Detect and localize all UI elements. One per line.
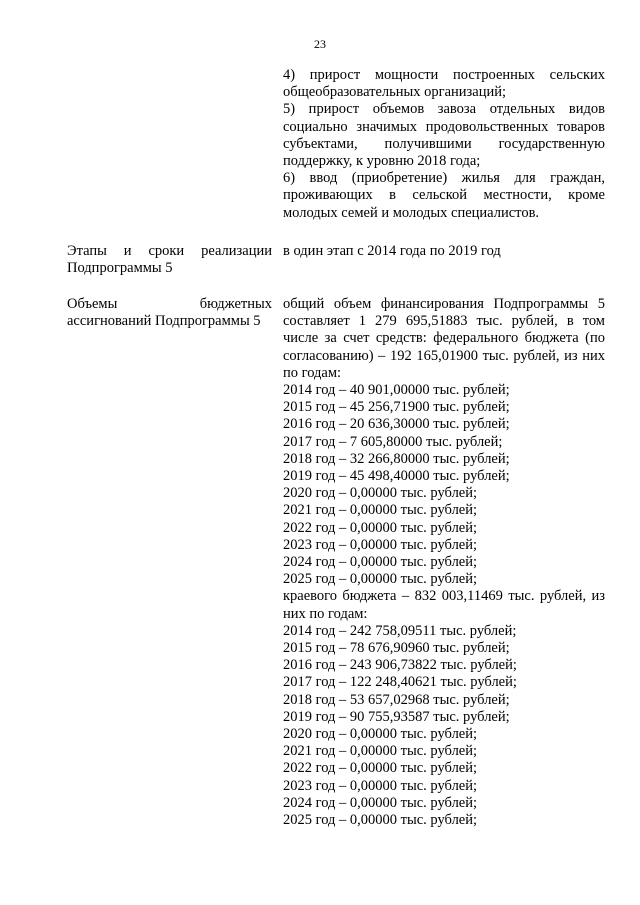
federal-year-2023: 2023 год – 0,00000 тыс. рублей; bbox=[283, 536, 478, 553]
page-number: 23 bbox=[314, 37, 326, 51]
goal-item-4: 4) прирост мощности построенных сельских общеобразовательных организаций; bbox=[283, 67, 605, 101]
federal-year-2021: 2021 год – 0,00000 тыс. рублей; bbox=[283, 502, 478, 519]
volumes-label: Объемы бюджетных ассигнований Подпрограммы 5 bbox=[67, 296, 272, 330]
volumes-intro: общий объем финансирования Подпрограммы 5 составляет 1 279 695,51883 тыс. рублей, в том числе за счет средств: федерального бюджета (по согласованию) – 192 165,01900 тыс. рублей, из них по годам: bbox=[283, 296, 605, 381]
goal-item-5: 5) прирост объемов завоза отдельных видов социально значимых продовольственных товаров субъектами, получившими государственную поддержку, к уровню 2018 года; bbox=[283, 101, 605, 170]
federal-year-2024: 2024 год – 0,00000 тыс. рублей; bbox=[283, 554, 478, 571]
regional-year-2024: 2024 год – 0,00000 тыс. рублей; bbox=[283, 794, 478, 811]
regional-year-2023: 2023 год – 0,00000 тыс. рублей; bbox=[283, 777, 478, 794]
regional-year-2022: 2022 год – 0,00000 тыс. рублей; bbox=[283, 760, 478, 777]
regional-year-2021: 2021 год – 0,00000 тыс. рублей; bbox=[283, 743, 478, 760]
federal-year-2018: 2018 год – 32 266,80000 тыс. рублей; bbox=[283, 450, 510, 467]
federal-year-2020: 2020 год – 0,00000 тыс. рублей; bbox=[283, 485, 478, 502]
regional-year-2020: 2020 год – 0,00000 тыс. рублей; bbox=[283, 726, 478, 743]
federal-year-2015: 2015 год – 45 256,71900 тыс. рублей; bbox=[283, 399, 510, 416]
volumes-block bbox=[283, 296, 605, 829]
stages-value: в один этап с 2014 года по 2019 год bbox=[283, 243, 501, 259]
regional-year-2018: 2018 год – 53 657,02968 тыс. рублей; bbox=[283, 691, 510, 708]
federal-year-2019: 2019 год – 45 498,40000 тыс. рублей; bbox=[283, 468, 510, 485]
federal-years-list bbox=[283, 382, 605, 588]
regional-year-2016: 2016 год – 243 906,73822 тыс. рублей; bbox=[283, 657, 517, 674]
goals-list bbox=[283, 67, 605, 222]
federal-year-2022: 2022 год – 0,00000 тыс. рублей; bbox=[283, 519, 478, 536]
federal-year-2017: 2017 год – 7 605,80000 тыс. рублей; bbox=[283, 433, 503, 450]
regional-year-2015: 2015 год – 78 676,90960 тыс. рублей; bbox=[283, 640, 510, 657]
federal-year-2016: 2016 год – 20 636,30000 тыс. рублей; bbox=[283, 416, 510, 433]
federal-year-2014: 2014 год – 40 901,00000 тыс. рублей; bbox=[283, 382, 510, 399]
regional-year-2017: 2017 год – 122 248,40621 тыс. рублей; bbox=[283, 674, 517, 691]
federal-year-2025: 2025 год – 0,00000 тыс. рублей; bbox=[283, 571, 478, 588]
regional-intro: краевого бюджета – 832 003,11469 тыс. рублей, из них по годам: bbox=[283, 588, 605, 622]
stages-label: Этапы и сроки реализации Подпрограммы 5 bbox=[67, 243, 272, 277]
regional-year-2019: 2019 год – 90 755,93587 тыс. рублей; bbox=[283, 708, 510, 725]
goal-item-6: 6) ввод (приобретение) жилья для граждан, проживающих в сельской местности, кроме молодых семей и молодых специалистов. bbox=[283, 170, 605, 221]
regional-year-2014: 2014 год – 242 758,09511 тыс. рублей; bbox=[283, 622, 517, 639]
regional-year-2025: 2025 год – 0,00000 тыс. рублей; bbox=[283, 812, 478, 829]
regional-years-list bbox=[283, 623, 605, 829]
